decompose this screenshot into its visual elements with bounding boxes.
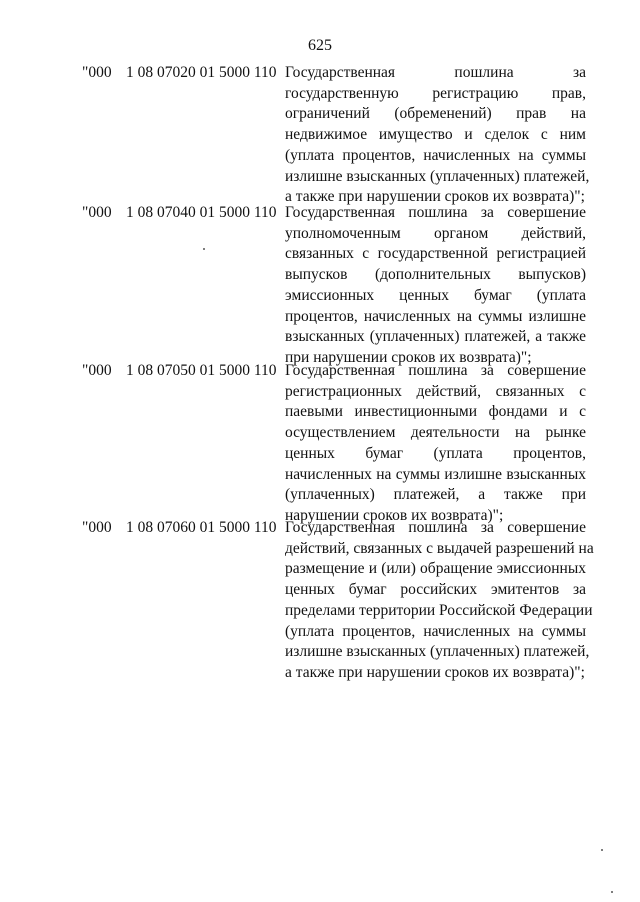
entry-description (285, 203, 586, 369)
page-number: 625 (308, 37, 332, 54)
description-line: Государственная пошлина за совершение (285, 519, 586, 536)
description-line: эмиссионных ценных бумаг (уплата (285, 286, 586, 304)
description-line: Государственная пошлина за совершение (285, 362, 586, 379)
description-line: а также при нарушении сроков их возврата)"; (285, 663, 585, 681)
description-line: излишне взысканных (уплаченных) платежей, (285, 643, 590, 661)
description-line: связанных с государственной регистрацией (285, 245, 586, 263)
description-line: уполномоченным органом действий, (285, 224, 586, 242)
description-line: (уплата процентов, начисленных на суммы (285, 622, 586, 640)
classification-code: 1 08 07060 01 5000 110 (126, 519, 277, 536)
classification-code: 1 08 07020 01 5000 110 (126, 64, 277, 81)
entry-prefix: "000 (82, 64, 112, 81)
description-line: начисленных на суммы излишне взысканных (285, 465, 586, 483)
description-line: ограничений (обременений) прав на (285, 105, 586, 123)
description-line: нарушении сроков их возврата)"; (285, 506, 504, 524)
scan-speck (611, 891, 613, 893)
entry-prefix: "000 (82, 362, 112, 379)
description-line: (уплата процентов, начисленных на суммы (285, 146, 586, 164)
description-line: процентов, начисленных на суммы излишне (285, 307, 586, 325)
entry-description (285, 361, 586, 527)
description-line: регистрационных действий, связанных с (285, 382, 586, 400)
description-line: государственную регистрацию прав, (285, 84, 586, 102)
description-line: паевыми инвестиционными фондами и с (285, 403, 586, 421)
description-line: недвижимое имущество и сделок с ним (285, 126, 586, 144)
classification-code: 1 08 07050 01 5000 110 (126, 362, 277, 379)
entry-description (285, 63, 590, 208)
classification-code: 1 08 07040 01 5000 110 (126, 204, 277, 221)
description-line: пределами территории Российской Федерации (285, 601, 593, 619)
description-line: ценных бумаг (уплата процентов, (285, 444, 586, 462)
description-line: Государственная пошлина за (285, 64, 586, 81)
entry-prefix: "000 (82, 519, 112, 536)
description-line: при нарушении сроков их возврата)"; (285, 348, 532, 366)
scan-speck (203, 248, 205, 250)
description-line: осуществлением деятельности на рынке (285, 424, 586, 442)
description-line: ценных бумаг российских эмитентов за (285, 581, 586, 599)
description-line: взысканных (уплаченных) платежей, а также (285, 328, 586, 346)
description-line: выпусков (дополнительных выпусков) (285, 266, 586, 284)
description-line: (уплаченных) платежей, а также при (285, 486, 586, 504)
description-line: действий, связанных с выдачей разрешений на (285, 539, 594, 557)
entry-description (285, 518, 594, 684)
description-line: а также при нарушении сроков их возврата)"; (285, 188, 585, 206)
description-line: излишне взысканных (уплаченных) платежей, (285, 167, 590, 185)
entry-prefix: "000 (82, 204, 112, 221)
scan-speck (601, 849, 603, 851)
description-line: Государственная пошлина за совершение (285, 204, 586, 221)
description-line: размещение и (или) обращение эмиссионных (285, 560, 586, 578)
